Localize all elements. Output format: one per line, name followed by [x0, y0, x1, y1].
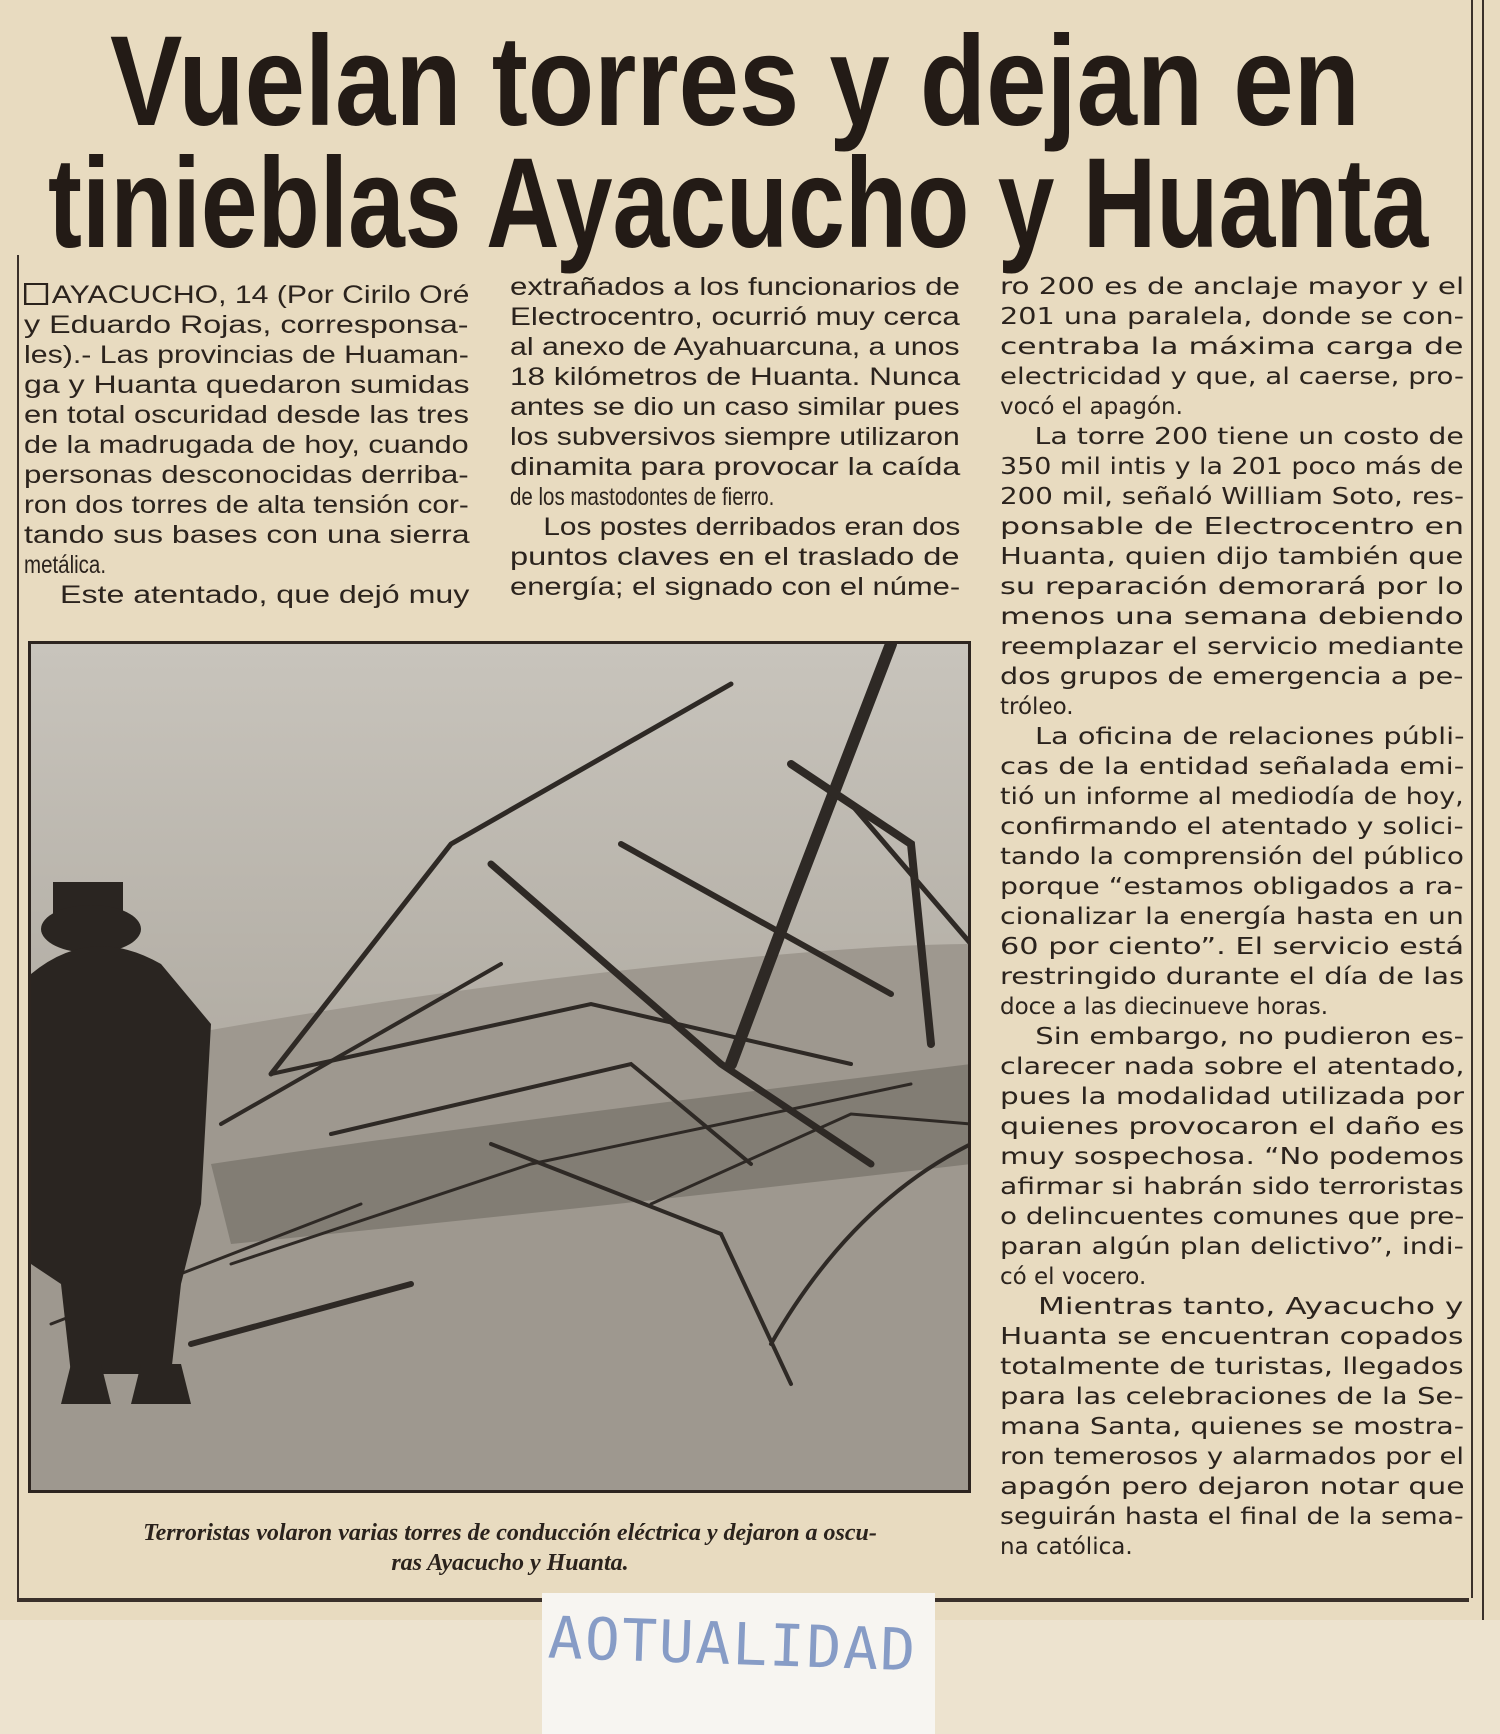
article-text-line — [1000, 1142, 1500, 1172]
article-text-line — [1000, 962, 1500, 992]
article-text-line — [1000, 1052, 1500, 1082]
line-text: al anexo de Ayahuarcuna, a unos — [510, 333, 960, 361]
article-text-line — [1000, 512, 1500, 542]
line-text: La oficina de relaciones públi- — [1035, 724, 1465, 750]
article-text-line — [510, 362, 1077, 392]
line-text: Mientras tanto, Ayacucho y — [1037, 1294, 1464, 1320]
article-text-line — [1000, 1412, 1500, 1442]
line-text: na católica. — [1000, 1534, 1133, 1560]
article-text-line — [1000, 482, 1500, 512]
line-text: o delincuentes comunes que pre- — [1000, 1204, 1465, 1230]
line-text: su reparación demorará por lo — [1000, 574, 1464, 600]
photo-caption — [40, 1518, 980, 1578]
article-text-line — [24, 460, 580, 490]
line-text: Huanta se encuentran copados — [1000, 1324, 1464, 1350]
line-text: ro 200 es de anclaje mayor y el — [1000, 274, 1465, 300]
article-text-line — [510, 302, 1073, 332]
line-text: mana Santa, quienes se mostra- — [1000, 1414, 1464, 1440]
line-text: cas de la entidad señalada emi- — [1000, 754, 1465, 780]
article-text-line — [1000, 1172, 1500, 1202]
caption-line-2: ras Ayacucho y Huanta. — [391, 1550, 629, 1576]
line-text: seguirán hasta el final de la sema- — [1000, 1504, 1464, 1530]
news-photo-fallen-tower — [28, 641, 971, 1493]
article-text-line — [510, 332, 1056, 362]
line-text: 350 mil intis y la 201 poco más de — [1000, 454, 1464, 480]
line-text: metálica. — [24, 551, 107, 579]
article-text-line — [510, 422, 1051, 452]
article-text-line — [1000, 1382, 1500, 1412]
line-text: Huanta, quien dijo también que — [1000, 544, 1464, 570]
line-text: antes se dio un caso similar pues — [510, 393, 960, 421]
article-text-line — [1000, 1292, 1500, 1322]
line-text: clarecer nada sobre el atentado, — [1000, 1054, 1465, 1080]
line-text: muy sospechosa. “No podemos — [1000, 1144, 1465, 1170]
article-text-line — [510, 392, 1057, 422]
line-text: para las celebraciones de la Se- — [1000, 1384, 1464, 1410]
line-text: Los postes derribados eran dos — [543, 513, 961, 541]
line-text: 200 mil, señaló William Soto, res- — [1000, 484, 1464, 510]
line-text: vocó el apagón. — [1000, 394, 1183, 420]
article-text-line — [1000, 332, 1500, 362]
article-text-line — [510, 572, 1066, 602]
article-text-line — [1000, 662, 1500, 692]
headline-line-2: tinieblas Ayacucho y Huanta — [48, 132, 1429, 275]
line-text: doce a las diecinueve horas. — [1000, 994, 1329, 1020]
article-text-line — [1000, 1262, 1464, 1292]
article-text-line — [1000, 632, 1500, 662]
line-text: Sin embargo, no pudieron es- — [1035, 1024, 1465, 1050]
article-text-line — [1000, 1022, 1500, 1052]
line-text: y Eduardo Rojas, corresponsa- — [24, 311, 469, 339]
article-text-line — [24, 550, 389, 580]
line-text: puntos claves en el traslado de — [510, 543, 960, 571]
line-text: energía; el signado con el núme- — [510, 573, 961, 601]
article-column-3 — [1000, 272, 1464, 1562]
article-text-line — [1000, 362, 1500, 392]
line-text: tando la comprensión del público — [1000, 844, 1464, 870]
line-text: afirmar si habrán sido terroristas — [1000, 1174, 1464, 1200]
article-text-line — [1000, 422, 1500, 452]
article-text-line — [24, 430, 568, 460]
line-text: tando sus bases con una sierra — [24, 521, 470, 549]
line-text: 201 una paralela, donde se con- — [1000, 304, 1465, 330]
article-text-line — [1000, 932, 1500, 962]
article-text-line — [1000, 992, 1464, 1022]
article-text-line — [510, 512, 1046, 542]
article-text-line — [1000, 782, 1500, 812]
line-text: totalmente de turistas, llegados — [1000, 1354, 1464, 1380]
article-text-line — [1000, 1202, 1500, 1232]
article-column-2 — [510, 272, 960, 602]
article-text-line — [1000, 692, 1464, 722]
line-text: los subversivos siempre utilizaron — [510, 423, 960, 451]
article-text-line — [24, 490, 553, 520]
article-text-line — [1000, 1082, 1500, 1112]
line-text: les).- Las provincias de Huaman- — [24, 341, 469, 369]
line-text: pues la modalidad utilizada por — [1000, 1084, 1465, 1110]
line-text: ron dos torres de alta tensión cor- — [24, 491, 469, 519]
line-text: reemplazar el servicio mediante — [1000, 634, 1464, 660]
article-text-line — [510, 272, 1073, 302]
article-text-line — [1000, 1472, 1500, 1502]
line-text: tróleo. — [1000, 694, 1074, 720]
article-text-line — [1000, 302, 1500, 332]
article-text-line — [1000, 752, 1500, 782]
article-text-line — [24, 280, 561, 310]
article-text-line — [510, 482, 879, 512]
article-text-line — [1000, 842, 1500, 872]
article-text-line — [24, 400, 574, 430]
line-text: electricidad y que, al caerse, pro- — [1000, 364, 1464, 390]
line-text: ron temerosos y alarmados por el — [1000, 1444, 1465, 1470]
line-text: tió un informe al mediodía de hoy, — [1000, 784, 1464, 810]
caption-line-1: Terroristas volaron varias torres de conducción eléctrica y dejaron a oscu- — [143, 1520, 877, 1546]
article-text-line — [1000, 1352, 1500, 1382]
dateline-box-icon — [24, 283, 48, 305]
line-text: de los mastodontes de fierro. — [510, 483, 775, 511]
article-text-line — [1000, 872, 1500, 902]
article-text-line — [1000, 812, 1500, 842]
article-text-line — [1000, 272, 1500, 302]
line-text: ponsable de Electrocentro en — [1000, 514, 1465, 540]
article-column-1 — [24, 280, 469, 610]
line-text: 60 por ciento”. El servicio está — [1000, 934, 1465, 960]
article-text-line — [1000, 452, 1500, 482]
line-text: confirmando el atentado y solici- — [1000, 814, 1464, 840]
article-text-line — [1000, 542, 1500, 572]
headline-line-1: Vuelan torres y dejan en — [110, 10, 1360, 153]
article-text-line — [1000, 902, 1500, 932]
photo-illustration — [31, 644, 971, 1493]
line-text: porque “estamos obligados a ra- — [1000, 874, 1464, 900]
article-text-line — [1000, 1502, 1500, 1532]
line-text: 18 kilómetros de Huanta. Nunca — [510, 363, 961, 391]
article-text-line — [1000, 602, 1500, 632]
line-text: en total oscuridad desde las tres — [24, 401, 469, 429]
line-text: dinamita para provocar la caída — [510, 453, 961, 481]
line-text: La torre 200 tiene un costo de — [1034, 424, 1464, 450]
line-text: AYACUCHO, 14 (Por Cirilo Oré — [51, 281, 470, 309]
line-text: quienes provocaron el daño es — [1000, 1114, 1465, 1140]
line-text: de la madrugada de hoy, cuando — [24, 431, 469, 459]
line-text: dos grupos de emergencia a pe- — [1000, 664, 1464, 690]
aotualidad-stamp: AOTUALIDAD — [546, 1603, 919, 1685]
line-text: restringido durante el día de las — [1000, 964, 1465, 990]
line-text: menos una semana debiendo — [1000, 604, 1464, 630]
article-text-line — [24, 340, 564, 370]
article-text-line — [1000, 722, 1500, 752]
line-text: cionalizar la energía hasta en un — [1000, 904, 1464, 930]
line-text: centraba la máxima carga de — [1000, 334, 1464, 360]
article-text-line — [1000, 1232, 1500, 1262]
article-text-line — [1000, 1442, 1500, 1472]
line-text: extrañados a los funcionarios de — [510, 273, 960, 301]
article-text-line — [1000, 392, 1464, 422]
article-text-line — [1000, 1532, 1464, 1562]
article-text-line — [1000, 1112, 1500, 1142]
line-text: Electrocentro, ocurrió muy cerca — [510, 303, 960, 331]
article-text-line — [1000, 572, 1500, 602]
line-text: Este atentado, que dejó muy — [60, 581, 470, 609]
line-text: ga y Huanta quedaron sumidas — [24, 371, 470, 399]
line-text: apagón pero dejaron notar que — [1000, 1474, 1465, 1500]
line-text: personas desconocidas derriba- — [24, 461, 469, 489]
line-text: paran algún plan delictivo”, indi- — [1000, 1234, 1464, 1260]
article-text-line — [1000, 1322, 1500, 1352]
line-text: có el vocero. — [1000, 1264, 1147, 1290]
